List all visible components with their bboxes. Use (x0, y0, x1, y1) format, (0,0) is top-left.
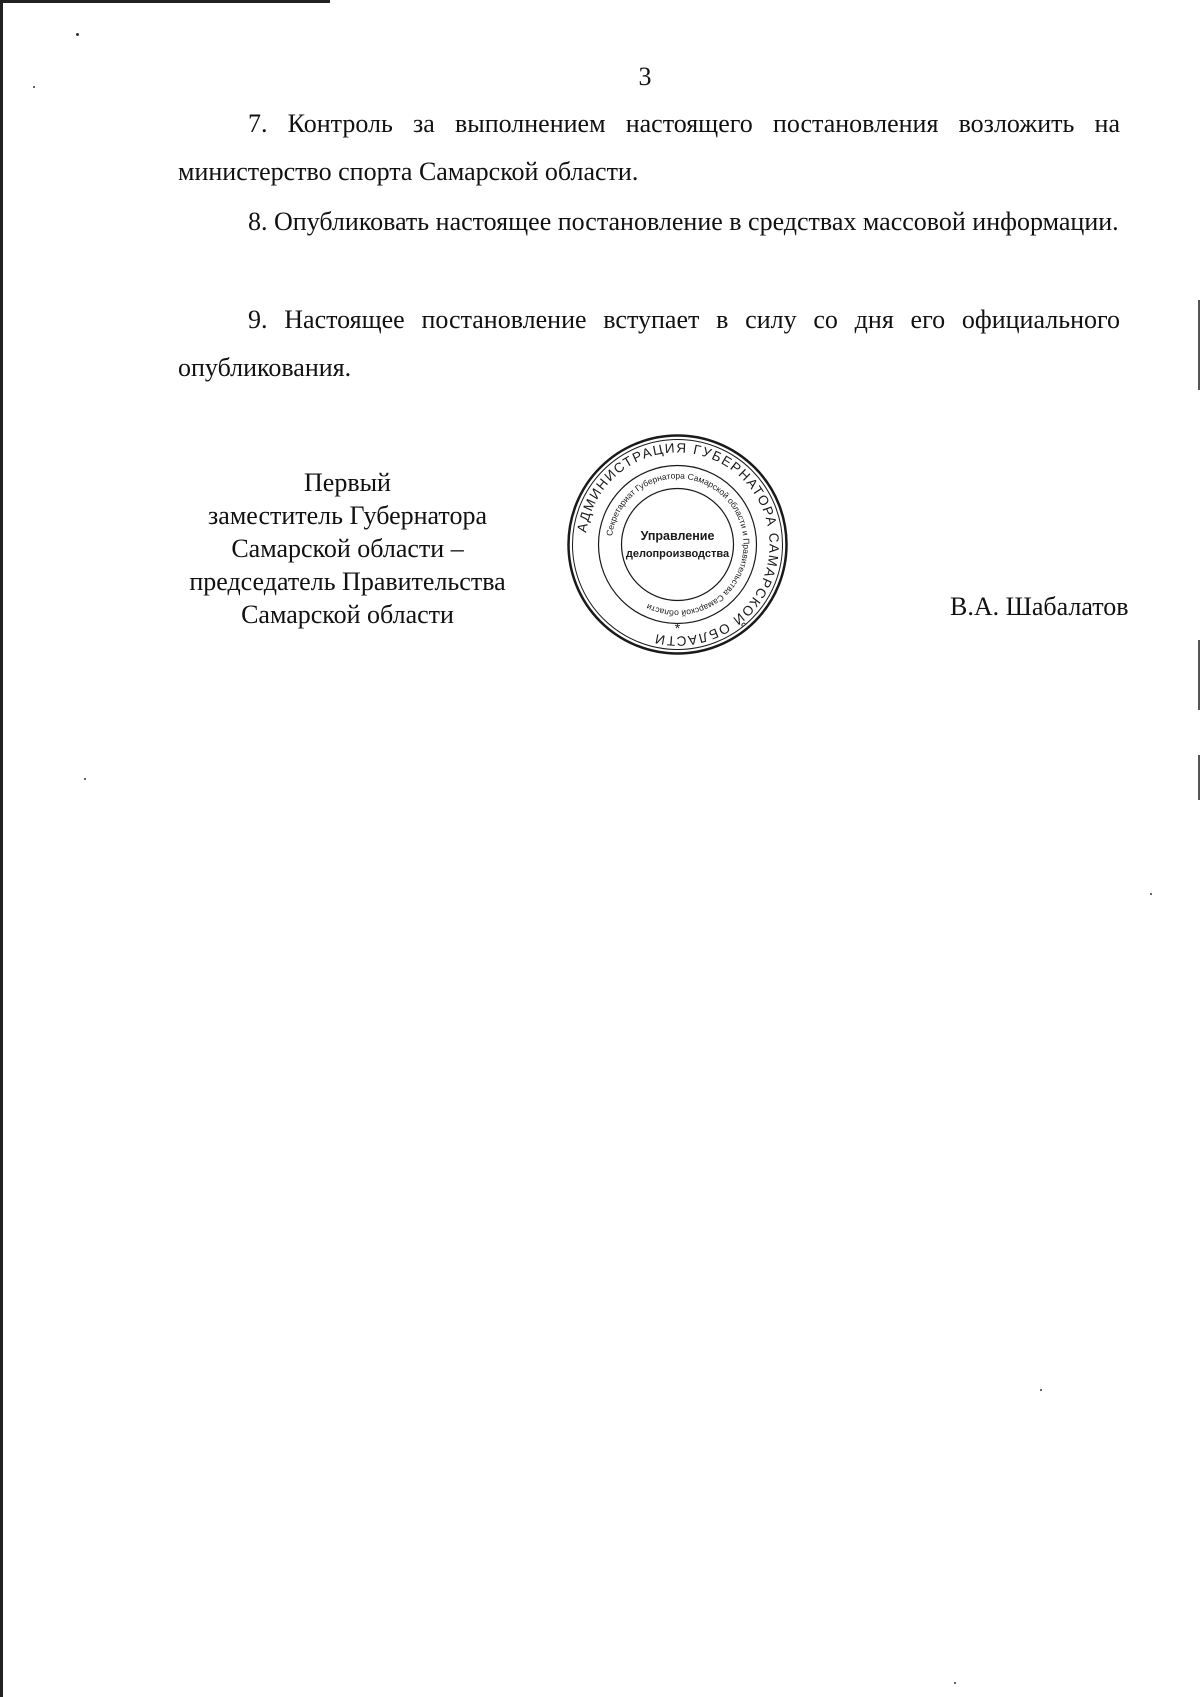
scan-edge-left (0, 0, 3, 1697)
signer-title-line: председатель Правительства (189, 567, 506, 596)
scan-edge-top (0, 0, 330, 3)
seal-center-line-2: делопроизводства (625, 548, 730, 560)
paragraph-7: 7. Контроль за выполнением настоящего постановления возложить на министерство спорта Самарской области. (178, 109, 1120, 186)
paragraph-9: 9. Настоящее постановление вступает в силу со дня его официального опубликования. (178, 305, 1120, 382)
signer-title-line: Самарской области (241, 600, 454, 629)
signer-title-line: заместитель Губернатора (208, 501, 487, 530)
scan-speck (1040, 1389, 1042, 1391)
signer-title-line: Первый (304, 468, 391, 497)
signer-title (165, 466, 530, 631)
seal-separator: * (674, 620, 681, 636)
scan-speck (76, 33, 79, 36)
seal-center-line-1: Управление (640, 529, 715, 543)
scan-speck (954, 1682, 956, 1684)
seal-inner-text-path: Секретариат Губернатора Самарской области и Правительства Самарской области (604, 470, 752, 619)
paragraph-8: 8. Опубликовать настоящее постановление в средствах массовой информации. (248, 207, 1119, 236)
official-seal (565, 432, 790, 657)
page-number: 3 (638, 62, 652, 91)
scan-speck (84, 778, 86, 780)
signer-title-line: Самарской области – (231, 534, 464, 563)
seal-outer-text-path: АДМИНИСТРАЦИЯ ГУБЕРНАТОРА САМАРСКОЙ ОБЛАСТИ (574, 440, 782, 649)
seal-inner-text (604, 470, 751, 618)
scan-speck (1150, 893, 1152, 895)
signer-name: В.А. Шабалатов (950, 592, 1129, 621)
